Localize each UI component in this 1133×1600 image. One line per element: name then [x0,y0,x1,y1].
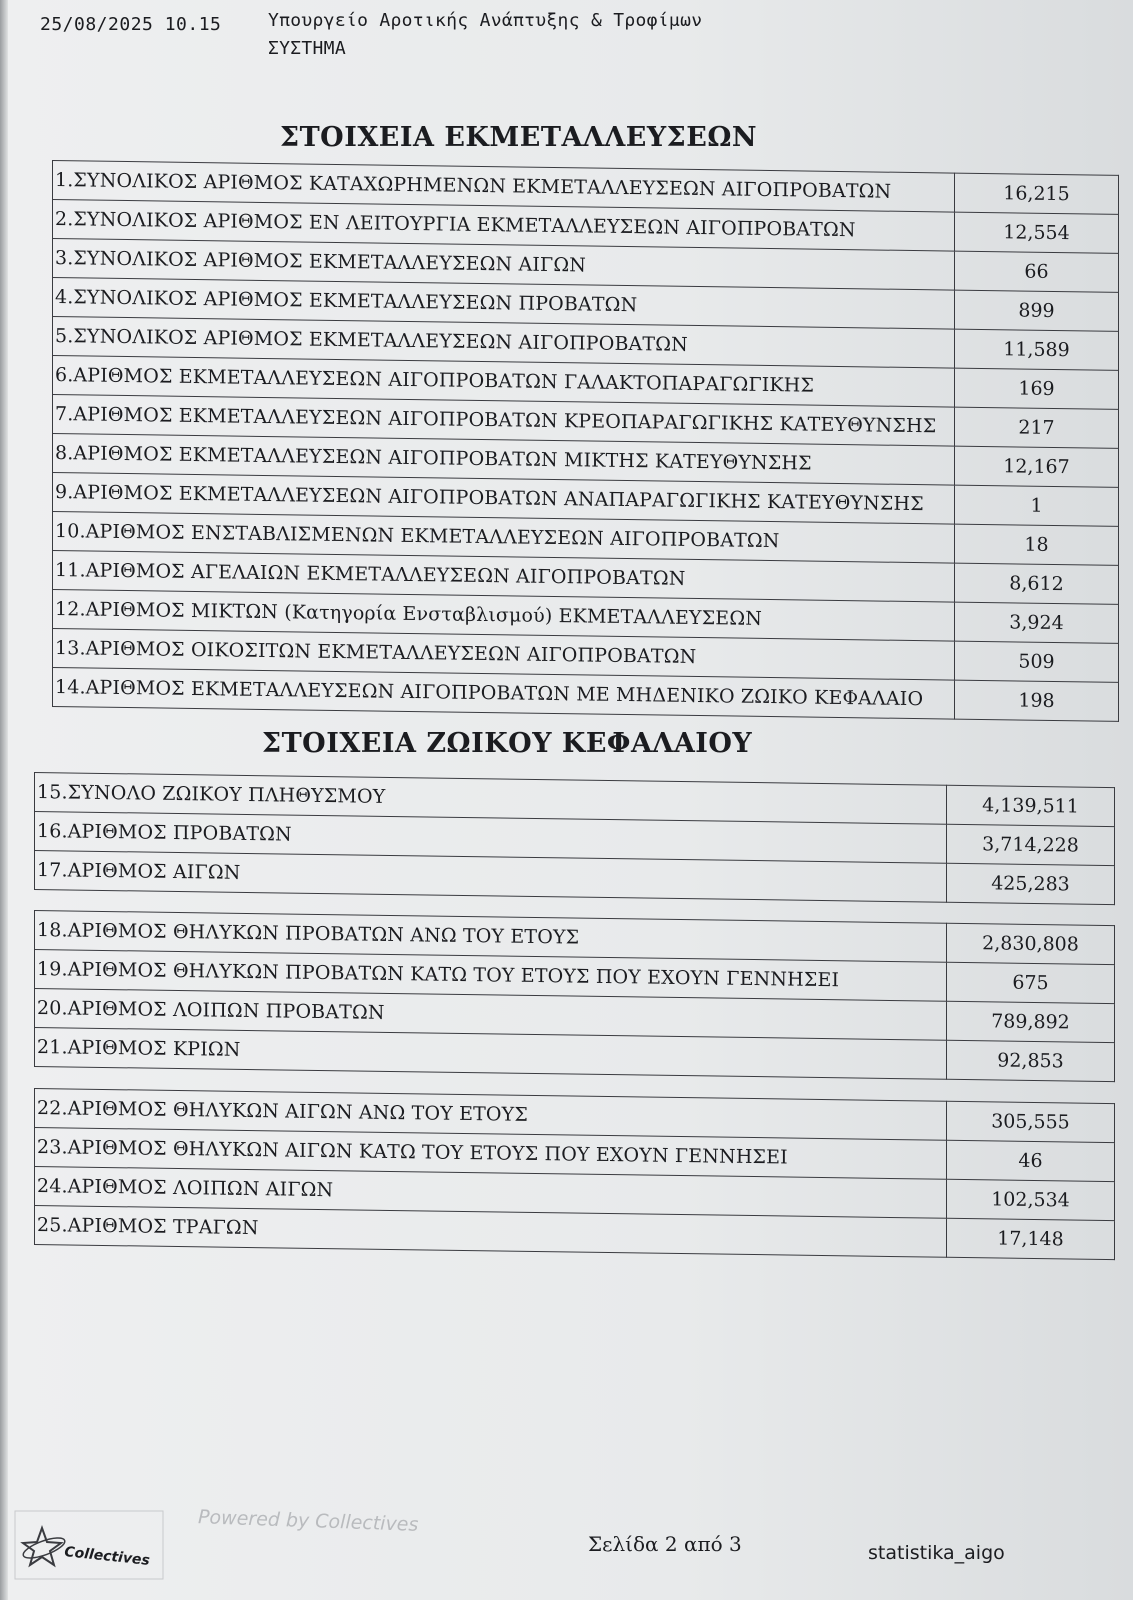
scan-edge [0,0,8,1600]
row-value: 2,830,808 [947,923,1115,964]
row-value: 12,554 [955,212,1119,253]
row-label: 8.ΑΡΙΘΜΟΣ ΕΚΜΕΤΑΛΛΕΥΣΕΩΝ ΑΙΓΟΠΡΟΒΑΤΩΝ ΜΙΚΤΗΣ ΚΑΤΕΥΘΥΝΣΗΣ [53,434,955,486]
row-value: 16,215 [955,173,1119,214]
row-label: 20.ΑΡΙΘΜΟΣ ΛΟΙΠΩΝ ΠΡΟΒΑΤΩΝ [35,989,947,1041]
powered-by-label: Powered by Collectives [197,1506,419,1536]
sheep-table [34,910,1115,1082]
row-value: 509 [955,641,1119,682]
row-value: 46 [947,1140,1115,1181]
row-value: 11,589 [955,329,1119,370]
row-value: 789,892 [947,1001,1115,1042]
page-number: Σελίδα 2 από 3 [588,1532,742,1556]
row-label: 6.ΑΡΙΘΜΟΣ ΕΚΜΕΤΑΛΛΕΥΣΕΩΝ ΑΙΓΟΠΡΟΒΑΤΩΝ ΓΑΛΑΚΤΟΠΑΡΑΓΩΓΙΚΗΣ [53,356,955,408]
row-label: 1.ΣΥΝΟΛΙΚΟΣ ΑΡΙΘΜΟΣ ΚΑΤΑΧΩΡΗΜΕΝΩΝ ΕΚΜΕΤΑΛΛΕΥΣΕΩΝ ΑΙΓΟΠΡΟΒΑΤΩΝ [53,161,955,213]
row-label: 7.ΑΡΙΘΜΟΣ ΕΚΜΕΤΑΛΛΕΥΣΕΩΝ ΑΙΓΟΠΡΟΒΑΤΩΝ ΚΡΕΟΠΑΡΑΓΩΓΙΚΗΣ ΚΑΤΕΥΘΥΝΣΗΣ [53,395,955,447]
row-label: 21.ΑΡΙΘΜΟΣ ΚΡΙΩΝ [35,1028,947,1080]
row-value: 12,167 [955,446,1119,487]
row-label: 14.ΑΡΙΘΜΟΣ ΕΚΜΕΤΑΛΛΕΥΣΕΩΝ ΑΙΓΟΠΡΟΒΑΤΩΝ ΜΕ ΜΗΔΕΝΙΚΟ ΖΩΙΚΟ ΚΕΦΑΛΑΙΟ [53,668,955,720]
row-label: 25.ΑΡΙΘΜΟΣ ΤΡΑΓΩΝ [35,1206,947,1258]
holdings-table [52,160,1119,722]
row-label: 4.ΣΥΝΟΛΙΚΟΣ ΑΡΙΘΜΟΣ ΕΚΜΕΤΑΛΛΕΥΣΕΩΝ ΠΡΟΒΑΤΩΝ [53,278,955,330]
row-value: 102,534 [947,1179,1115,1220]
row-label: 12.ΑΡΙΘΜΟΣ ΜΙΚΤΩΝ (Κατηγορία Ενσταβλισμού) ΕΚΜΕΤΑΛΛΕΥΣΕΩΝ [53,590,955,642]
row-label: 11.ΑΡΙΘΜΟΣ ΑΓΕΛΑΙΩΝ ΕΚΜΕΤΑΛΛΕΥΣΕΩΝ ΑΙΓΟΠΡΟΒΑΤΩΝ [53,551,955,603]
row-label: 9.ΑΡΙΘΜΟΣ ΕΚΜΕΤΑΛΛΕΥΣΕΩΝ ΑΙΓΟΠΡΟΒΑΤΩΝ ΑΝΑΠΑΡΑΓΩΓΙΚΗΣ ΚΑΤΕΥΘΥΝΣΗΣ [53,473,955,525]
row-value: 1 [955,485,1119,526]
row-label: 22.ΑΡΙΘΜΟΣ ΘΗΛΥΚΩΝ ΑΙΓΩΝ ΑΝΩ ΤΟΥ ΕΤΟΥΣ [35,1089,947,1141]
row-label: 24.ΑΡΙΘΜΟΣ ΛΟΙΠΩΝ ΑΙΓΩΝ [35,1167,947,1219]
row-value: 92,853 [947,1040,1115,1081]
row-label: 3.ΣΥΝΟΛΙΚΟΣ ΑΡΙΘΜΟΣ ΕΚΜΕΤΑΛΛΕΥΣΕΩΝ ΑΙΓΩΝ [53,239,955,291]
row-label: 17.ΑΡΙΘΜΟΣ ΑΙΓΩΝ [35,851,947,903]
row-value: 3,714,228 [947,824,1115,865]
section-title-livestock: ΣΤΟΙΧΕΙΑ ΖΩΙΚΟΥ ΚΕΦΑΛΑΙΟΥ [262,728,753,759]
livestock-totals-table [34,772,1115,905]
row-value: 3,924 [955,602,1119,643]
goats-table [34,1088,1115,1260]
row-value: 4,139,511 [947,785,1115,826]
row-label: 10.ΑΡΙΘΜΟΣ ΕΝΣΤΑΒΛΙΣΜΕΝΩΝ ΕΚΜΕΤΑΛΛΕΥΣΕΩΝ ΑΙΓΟΠΡΟΒΑΤΩΝ [53,512,955,564]
row-value: 425,283 [947,863,1115,904]
row-label: 5.ΣΥΝΟΛΙΚΟΣ ΑΡΙΘΜΟΣ ΕΚΜΕΤΑΛΛΕΥΣΕΩΝ ΑΙΓΟΠΡΟΒΑΤΩΝ [53,317,955,369]
row-value: 18 [955,524,1119,565]
row-value: 305,555 [947,1101,1115,1142]
logo-text: Collectives [63,1544,151,1569]
row-value: 66 [955,251,1119,292]
row-value: 675 [947,962,1115,1003]
row-label: 18.ΑΡΙΘΜΟΣ ΘΗΛΥΚΩΝ ΠΡΟΒΑΤΩΝ ΑΝΩ ΤΟΥ ΕΤΟΥΣ [35,911,947,963]
section-title-holdings: ΣΤΟΙΧΕΙΑ ΕΚΜΕΤΑΛΛΕΥΣΕΩΝ [280,122,758,153]
print-datetime: 25/08/2025 10.15 [40,14,222,35]
row-value: 169 [955,368,1119,409]
row-label: 2.ΣΥΝΟΛΙΚΟΣ ΑΡΙΘΜΟΣ ΕΝ ΛΕΙΤΟΥΡΓΙΑ ΕΚΜΕΤΑΛΛΕΥΣΕΩΝ ΑΙΓΟΠΡΟΒΑΤΩΝ [53,200,955,252]
row-label: 16.ΑΡΙΘΜΟΣ ΠΡΟΒΑΤΩΝ [35,812,947,864]
row-value: 17,148 [947,1218,1115,1259]
row-value: 8,612 [955,563,1119,604]
system-name: ΣΥΣΤΗΜΑ [268,38,346,59]
collectives-logo [14,1510,164,1580]
row-label: 23.ΑΡΙΘΜΟΣ ΘΗΛΥΚΩΝ ΑΙΓΩΝ ΚΑΤΩ ΤΟΥ ΕΤΟΥΣ ΠΟΥ ΕΧΟΥΝ ΓΕΝΝΗΣΕΙ [35,1128,947,1180]
ministry-name: Υπουργείο Αροτικής Ανάπτυξης & Τροφίμων [268,10,703,31]
row-label: 13.ΑΡΙΘΜΟΣ ΟΙΚΟΣΙΤΩΝ ΕΚΜΕΤΑΛΛΕΥΣΕΩΝ ΑΙΓΟΠΡΟΒΑΤΩΝ [53,629,955,681]
row-value: 198 [955,680,1119,721]
report-name: statistika_aigo [868,1542,1005,1564]
row-value: 217 [955,407,1119,448]
row-value: 899 [955,290,1119,331]
row-label: 15.ΣΥΝΟΛΟ ΖΩΙΚΟΥ ΠΛΗΘΥΣΜΟΥ [35,773,947,825]
row-label: 19.ΑΡΙΘΜΟΣ ΘΗΛΥΚΩΝ ΠΡΟΒΑΤΩΝ ΚΑΤΩ ΤΟΥ ΕΤΟΥΣ ΠΟΥ ΕΧΟΥΝ ΓΕΝΝΗΣΕΙ [35,950,947,1002]
star-icon [21,1528,67,1565]
